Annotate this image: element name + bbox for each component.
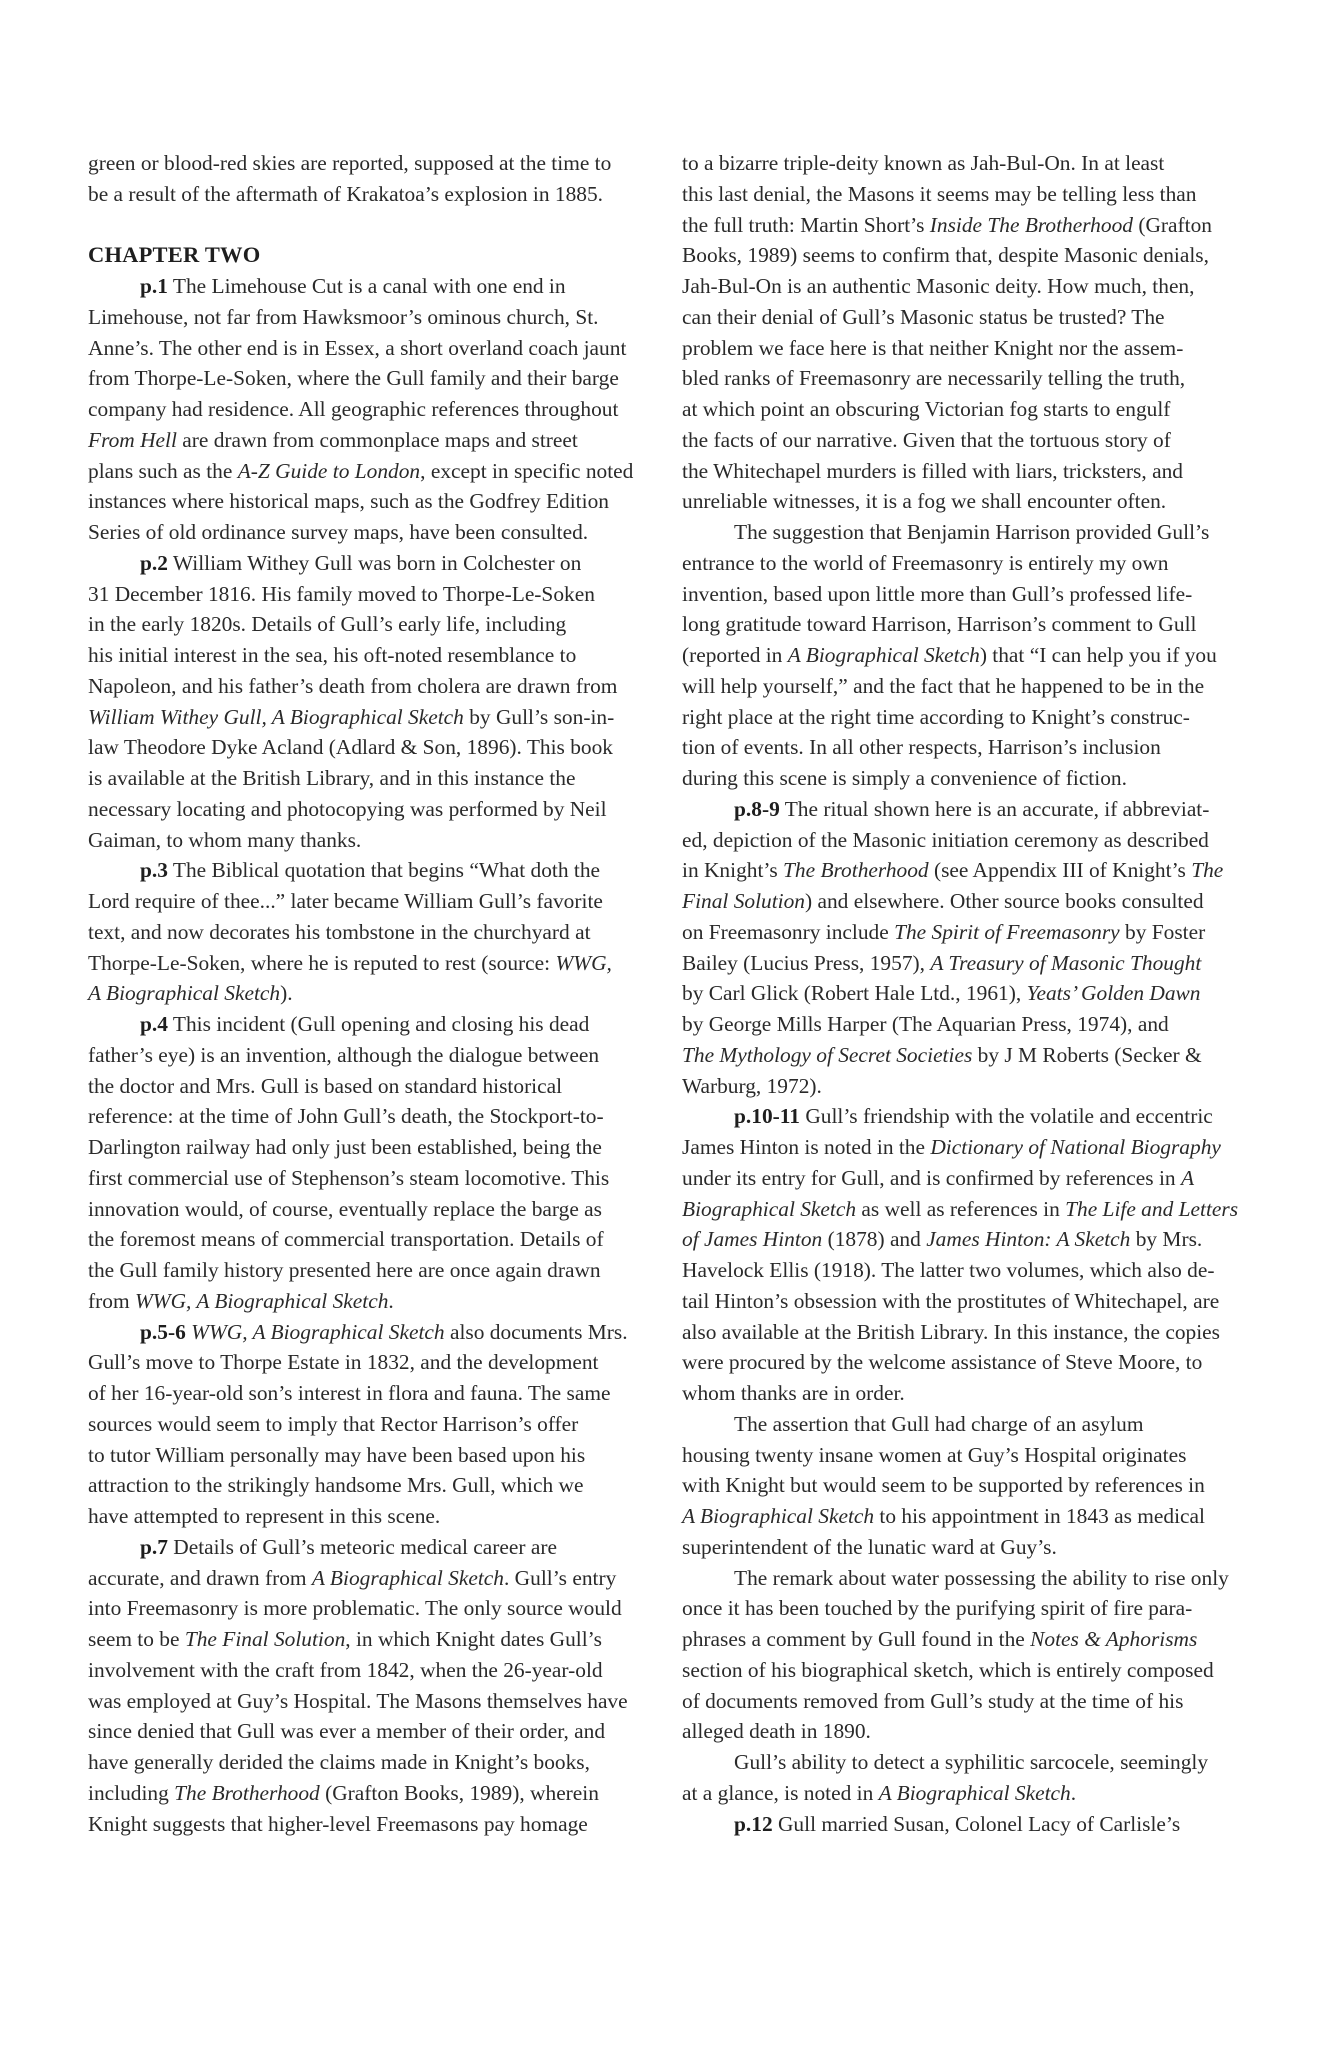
text-line — [88, 702, 688, 733]
text-line — [682, 1194, 1282, 1225]
text-line — [88, 302, 688, 333]
text-segment: , except in specific noted — [420, 458, 634, 483]
text-segment: company had residence. All geographic references throughout — [88, 397, 619, 421]
text-line — [88, 1686, 688, 1717]
text-segment: the facts of our narrative. Given that the tortuous story of — [682, 427, 1171, 452]
text-line — [88, 671, 688, 702]
text-line — [682, 363, 1282, 394]
text-line — [682, 1409, 1282, 1440]
text-line — [682, 271, 1282, 302]
paragraph-gap — [88, 210, 688, 241]
page-reference-label: p.2 — [140, 550, 168, 575]
text-line — [88, 1101, 688, 1132]
text-line — [88, 917, 688, 948]
text-line — [88, 1563, 688, 1594]
text-line — [682, 486, 1282, 517]
italic-title: of James Hinton — [682, 1227, 823, 1252]
text-line — [682, 1009, 1282, 1040]
text-segment: ) that “I can help you if you — [979, 643, 1217, 667]
text-line — [682, 240, 1282, 271]
text-segment: first commercial use of Stephenson’s steam locomotive. This — [88, 1165, 610, 1190]
text-segment: The suggestion that Benjamin Harrison provided Gull’s — [734, 520, 1210, 544]
text-segment: to a bizarre triple-deity known as Jah-Bul-On. In at least — [682, 151, 1165, 175]
page-reference-label: p.8-9 — [734, 796, 780, 821]
text-segment: (Grafton Books, 1989), wherein — [319, 1780, 599, 1805]
text-line — [88, 1440, 688, 1471]
text-segment: once it has been touched by the purifying spirit of fire para- — [682, 1596, 1193, 1621]
italic-title: A Biographical Sketch — [311, 1565, 504, 1590]
text-line — [88, 1778, 688, 1809]
text-segment: The assertion that Gull had charge of an asylum — [734, 1411, 1144, 1436]
page-reference-label: p.1 — [140, 274, 168, 298]
italic-title: A — [1180, 1165, 1195, 1190]
text-segment: Jah-Bul-On is an authentic Masonic deity. How much, then, — [682, 274, 1195, 298]
text-line — [88, 1532, 688, 1563]
text-segment: Thorpe-Le-Soken, where he is reputed to rest (source: — [88, 950, 556, 975]
text-line — [88, 271, 688, 302]
page-reference-label: p.10-11 — [734, 1104, 800, 1129]
text-line — [682, 763, 1282, 794]
text-segment: of her 16-year-old son’s interest in flora and fauna. The same — [88, 1381, 611, 1405]
text-line — [682, 1532, 1282, 1563]
text-line — [682, 1686, 1282, 1717]
text-segment: into Freemasonry is more problematic. The only source would — [88, 1596, 622, 1621]
text-line — [682, 1563, 1282, 1594]
text-segment: alleged death in 1890. — [682, 1719, 871, 1744]
text-line — [88, 1040, 688, 1071]
text-segment: sources would seem to imply that Rector Harrison’s offer — [88, 1411, 579, 1436]
italic-title: The Brotherhood — [783, 858, 929, 883]
text-segment: in Knight’s — [682, 858, 784, 883]
text-segment: tion of events. In all other respects, Harrison’s inclusion — [682, 735, 1161, 760]
text-line — [88, 333, 688, 364]
text-line — [88, 1470, 688, 1501]
text-segment: Details of Gull’s meteoric medical career are — [167, 1534, 557, 1559]
text-segment: Books, 1989) seems to confirm that, despite Masonic denials, — [682, 243, 1209, 268]
text-line — [88, 148, 688, 179]
italic-title: A Biographical Sketch — [787, 643, 980, 667]
text-segment: this last denial, the Masons it seems may be telling less than — [682, 181, 1197, 206]
text-segment: Gull’s friendship with the volatile and eccentric — [799, 1104, 1213, 1129]
text-segment: as well as references in — [856, 1196, 1066, 1221]
text-segment: Bailey (Lucius Press, 1957), — [682, 950, 931, 975]
text-line — [88, 579, 688, 610]
text-segment: the doctor and Mrs. Gull is based on standard historical — [88, 1073, 563, 1098]
italic-title: A Biographical Sketch — [682, 1504, 875, 1528]
text-segment: ). — [280, 981, 293, 1006]
text-segment: Limehouse, not far from Hawksmoor’s ominous church, St. — [88, 304, 599, 329]
text-segment: necessary locating and photocopying was performed by Neil — [88, 796, 607, 821]
text-segment: green or blood-red skies are reported, supposed at the time to — [88, 151, 612, 175]
text-segment: his initial interest in the sea, his oft-noted resemblance to — [88, 643, 577, 667]
italic-title: A Biographical Sketch — [88, 981, 281, 1006]
text-segment: instances where historical maps, such as the Godfrey Edition — [88, 489, 609, 514]
text-segment: by Gull’s son-in- — [463, 704, 615, 729]
text-segment: ) and elsewhere. Other source books consulted — [805, 889, 1204, 913]
text-segment: The remark about water possessing the ability to rise only — [734, 1565, 1229, 1590]
italic-title: A-Z Guide to London — [237, 458, 421, 483]
text-line — [682, 579, 1282, 610]
text-line — [88, 763, 688, 794]
italic-title: Notes & Aphorisms — [1030, 1627, 1198, 1651]
text-segment: innovation would, of course, eventually replace the barge as — [88, 1196, 602, 1221]
text-line — [88, 486, 688, 517]
text-line — [682, 1501, 1282, 1532]
italic-title: William Withey Gull, A Biographical Sketch — [88, 704, 464, 729]
text-segment: Havelock Ellis (1918). The latter two volumes, which also de- — [682, 1258, 1215, 1282]
text-segment: phrases a comment by Gull found in the — [682, 1627, 1031, 1651]
italic-title: WWG, A Biographical Sketch — [134, 1288, 389, 1313]
text-line — [88, 517, 688, 548]
text-line — [682, 302, 1282, 333]
italic-title: WWG, A Biographical Sketch — [191, 1319, 445, 1344]
text-line — [682, 1778, 1282, 1809]
text-segment: (reported in — [682, 643, 788, 667]
text-segment: problem we face here is that neither Knight nor the assem- — [682, 335, 1184, 360]
text-line — [88, 1593, 688, 1624]
text-segment: This incident (Gull opening and closing his dead — [167, 1012, 590, 1036]
text-line — [88, 886, 688, 917]
italic-title: A Treasury of Masonic Thought — [930, 950, 1202, 975]
chapter-heading: CHAPTER TWO — [88, 242, 261, 268]
text-line — [88, 1624, 688, 1655]
text-line — [682, 1040, 1282, 1071]
text-line — [88, 825, 688, 856]
text-line — [88, 1224, 688, 1255]
text-segment: Gull’s move to Thorpe Estate in 1832, and the development — [88, 1350, 599, 1375]
text-line — [88, 640, 688, 671]
text-segment: reference: at the time of John Gull’s death, the Stockport-to- — [88, 1104, 604, 1129]
text-segment: will help yourself,” and the fact that he happened to be in the — [682, 673, 1205, 698]
text-line — [88, 1747, 688, 1778]
text-segment: father’s eye) is an invention, although the dialogue between — [88, 1042, 600, 1067]
text-line — [88, 609, 688, 640]
text-segment: from Thorpe-Le-Soken, where the Gull family and their barge — [88, 366, 619, 391]
text-segment: ed, depiction of the Masonic initiation ceremony as described — [682, 827, 1209, 852]
text-segment: The Limehouse Cut is a canal with one end in — [167, 274, 566, 298]
italic-title: Final Solution — [682, 889, 805, 913]
italic-title: A Biographical Sketch — [878, 1780, 1071, 1805]
text-line — [88, 1347, 688, 1378]
text-line — [88, 1409, 688, 1440]
text-line — [88, 425, 688, 456]
text-line — [88, 1255, 688, 1286]
text-line — [682, 702, 1282, 733]
text-segment: James Hinton is noted in the — [682, 1135, 931, 1159]
italic-title: The Life and Letters — [1065, 1196, 1239, 1221]
text-segment: by George Mills Harper (The Aquarian Press, 1974), and — [682, 1012, 1169, 1036]
text-line — [682, 1470, 1282, 1501]
text-segment: since denied that Gull was ever a member of their order, and — [88, 1719, 606, 1744]
text-segment: whom thanks are in order. — [682, 1381, 905, 1405]
text-segment: Darlington railway had only just been established, being the — [88, 1135, 602, 1159]
text-line — [682, 1378, 1282, 1409]
text-line — [682, 1101, 1282, 1132]
text-segment: . — [1070, 1780, 1077, 1805]
text-segment: is available at the British Library, and in this instance the — [88, 766, 576, 790]
text-segment: with Knight but would seem to be supported by references in — [682, 1473, 1205, 1498]
text-line — [88, 732, 688, 763]
italic-title: The Mythology of Secret Societies — [682, 1042, 973, 1067]
text-segment: (1878) and — [822, 1227, 927, 1252]
text-segment: by Carl Glick (Robert Hale Ltd., 1961), — [682, 981, 1027, 1006]
text-line — [682, 732, 1282, 763]
italic-title: Biographical Sketch — [682, 1196, 857, 1221]
text-line — [88, 1716, 688, 1747]
text-line — [88, 456, 688, 487]
text-segment: at a glance, is noted in — [682, 1780, 879, 1805]
text-segment: Knight suggests that higher-level Freemasons pay homage — [88, 1811, 588, 1836]
text-line — [682, 1224, 1282, 1255]
page-reference-label: p.7 — [140, 1534, 168, 1559]
text-segment: have generally derided the claims made in Knight’s books, — [88, 1750, 590, 1774]
text-line — [682, 1809, 1282, 1840]
italic-title: James Hinton: A Sketch — [926, 1227, 1131, 1252]
left-text-column — [88, 148, 688, 1839]
text-segment: tail Hinton’s obsession with the prostitutes of Whitechapel, are — [682, 1288, 1220, 1313]
italic-title: The Final Solution — [184, 1627, 346, 1651]
right-text-column — [682, 148, 1282, 1839]
italic-title: Yeats’ Golden Dawn — [1026, 981, 1201, 1006]
text-segment: to tutor William personally may have been based upon his — [88, 1442, 586, 1467]
text-segment: section of his biographical sketch, which is entirely composed — [682, 1657, 1214, 1682]
italic-title: Inside The Brotherhood — [929, 212, 1133, 237]
text-segment: in the early 1820s. Details of Gull’s early life, including — [88, 612, 567, 637]
text-segment: the Gull family history presented here are once again drawn — [88, 1258, 601, 1282]
text-segment: plans such as the — [88, 458, 238, 483]
text-line — [682, 640, 1282, 671]
text-segment: including — [88, 1780, 175, 1805]
text-segment: . Gull’s entry — [503, 1565, 617, 1590]
text-segment: was employed at Guy’s Hospital. The Masons themselves have — [88, 1688, 628, 1713]
text-line — [88, 1071, 688, 1102]
text-line — [682, 1624, 1282, 1655]
text-segment: right place at the right time according to Knight’s construc- — [682, 704, 1190, 729]
text-segment: Anne’s. The other end is in Essex, a short overland coach jaunt — [88, 335, 627, 360]
text-segment: have attempted to represent in this scene. — [88, 1504, 441, 1528]
text-line — [88, 1163, 688, 1194]
text-line — [88, 1132, 688, 1163]
page-reference-label: p.3 — [140, 858, 168, 883]
text-line — [682, 548, 1282, 579]
page-reference-label: p.5-6 — [140, 1319, 186, 1344]
text-segment: involvement with the craft from 1842, when the 26-year-old — [88, 1657, 603, 1682]
text-line — [682, 517, 1282, 548]
text-segment: (see Appendix III of Knight’s — [928, 858, 1192, 883]
text-line — [682, 333, 1282, 364]
text-segment: William Withey Gull was born in Colchester on — [167, 550, 582, 575]
text-line — [682, 1593, 1282, 1624]
text-line — [682, 1716, 1282, 1747]
text-segment: (Grafton — [1132, 212, 1212, 237]
text-segment: Series of old ordinance survey maps, have been consulted. — [88, 520, 589, 544]
text-line — [682, 1071, 1282, 1102]
text-segment: , in which Knight dates Gull’s — [345, 1627, 602, 1651]
italic-title: The Brotherhood — [174, 1780, 320, 1805]
text-line — [682, 948, 1282, 979]
page-reference-label: p.4 — [140, 1012, 168, 1036]
text-segment: invention, based upon little more than Gull’s professed life- — [682, 581, 1193, 606]
text-segment: during this scene is simply a convenience of fiction. — [682, 766, 1127, 790]
text-segment: housing twenty insane women at Guy’s Hospital originates — [682, 1442, 1187, 1467]
text-line — [682, 1286, 1282, 1317]
text-line — [88, 1194, 688, 1225]
text-segment: on Freemasonry include — [682, 919, 895, 944]
text-segment: be a result of the aftermath of Krakatoa’s explosion in 1885. — [88, 181, 604, 206]
text-segment: of documents removed from Gull’s study at the time of his — [682, 1688, 1184, 1713]
text-segment: bled ranks of Freemasonry are necessarily telling the truth, — [682, 366, 1186, 391]
text-segment: . — [388, 1288, 394, 1313]
text-segment: under its entry for Gull, and is confirmed by references in — [682, 1165, 1181, 1190]
text-segment: the full truth: Martin Short’s — [682, 212, 930, 237]
text-segment: attraction to the strikingly handsome Mrs. Gull, which we — [88, 1473, 584, 1498]
text-segment: by Foster — [1119, 919, 1206, 944]
text-segment: superintendent of the lunatic ward at Guy’s. — [682, 1534, 1057, 1559]
text-line — [682, 394, 1282, 425]
text-line — [88, 1655, 688, 1686]
text-segment: also documents Mrs. — [444, 1319, 628, 1344]
text-segment: were procured by the welcome assistance of Steve Moore, to — [682, 1350, 1203, 1375]
text-line — [682, 1163, 1282, 1194]
text-segment: Gaiman, to whom many thanks. — [88, 827, 362, 852]
text-line — [682, 179, 1282, 210]
text-segment: The Biblical quotation that begins “What doth the — [167, 858, 601, 883]
italic-title: The — [1191, 858, 1224, 883]
text-line — [682, 609, 1282, 640]
text-line — [682, 1747, 1282, 1778]
italic-title: The Spirit of Freemasonry — [894, 919, 1120, 944]
text-line — [88, 1378, 688, 1409]
italic-title: WWG, — [555, 950, 612, 975]
text-line — [88, 179, 688, 210]
text-segment: Gull married Susan, Colonel Lacy of Carlisle’s — [772, 1811, 1181, 1836]
text-line — [88, 363, 688, 394]
text-line — [682, 1317, 1282, 1348]
italic-title: Dictionary of National Biography — [930, 1135, 1221, 1159]
text-line — [682, 825, 1282, 856]
text-line — [682, 1255, 1282, 1286]
text-line — [682, 1347, 1282, 1378]
text-line — [682, 978, 1282, 1009]
text-segment: to his appointment in 1843 as medical — [874, 1504, 1205, 1528]
text-segment: unreliable witnesses, it is a fog we shall encounter often. — [682, 489, 1167, 514]
text-line — [682, 794, 1282, 825]
text-segment: 31 December 1816. His family moved to Thorpe-Le-Soken — [88, 581, 595, 606]
text-segment: Gull’s ability to detect a syphilitic sarcocele, seemingly — [734, 1750, 1209, 1774]
text-line — [88, 978, 688, 1009]
text-line — [88, 1501, 688, 1532]
text-segment: from — [88, 1288, 135, 1313]
text-segment: seem to be — [88, 1627, 185, 1651]
italic-title: From Hell — [88, 427, 177, 452]
text-segment: entrance to the world of Freemasonry is entirely my own — [682, 550, 1169, 575]
text-line — [682, 425, 1282, 456]
text-line — [88, 948, 688, 979]
text-segment: are drawn from commonplace maps and street — [176, 427, 578, 452]
text-line — [88, 855, 688, 886]
text-line — [682, 210, 1282, 241]
text-line — [88, 1317, 688, 1348]
text-segment: also available at the British Library. In this instance, the copies — [682, 1319, 1220, 1344]
text-line — [682, 886, 1282, 917]
text-segment: Napoleon, and his father’s death from cholera are drawn from — [88, 673, 618, 698]
text-segment: by J M Roberts (Secker & — [972, 1042, 1202, 1067]
text-line — [88, 1809, 688, 1840]
text-segment: law Theodore Dyke Acland (Adlard & Son, 1896). This book — [88, 735, 613, 760]
text-line — [88, 1009, 688, 1040]
text-segment: the foremost means of commercial transportation. Details of — [88, 1227, 604, 1252]
text-segment: text, and now decorates his tombstone in the churchyard at — [88, 919, 591, 944]
text-line — [88, 394, 688, 425]
text-line — [682, 1440, 1282, 1471]
text-segment: can their denial of Gull’s Masonic status be trusted? The — [682, 304, 1165, 329]
text-line — [682, 1655, 1282, 1686]
text-segment: at which point an obscuring Victorian fog starts to engulf — [682, 397, 1171, 421]
text-segment: Warburg, 1972). — [682, 1073, 822, 1098]
text-line — [88, 1286, 688, 1317]
text-segment: The ritual shown here is an accurate, if abbreviat- — [779, 796, 1210, 821]
text-segment: the Whitechapel murders is filled with liars, tricksters, and — [682, 458, 1183, 483]
text-segment: by Mrs. — [1130, 1227, 1203, 1252]
text-segment: long gratitude toward Harrison, Harrison’s comment to Gull — [682, 612, 1197, 637]
text-line — [682, 1132, 1282, 1163]
text-segment: Lord require of thee...” later became William Gull’s favorite — [88, 889, 603, 913]
text-line — [88, 548, 688, 579]
text-line — [682, 456, 1282, 487]
text-line — [682, 671, 1282, 702]
text-segment: accurate, and drawn from — [88, 1565, 312, 1590]
text-line — [682, 148, 1282, 179]
text-line — [682, 855, 1282, 886]
text-line — [88, 794, 688, 825]
text-line — [682, 917, 1282, 948]
page-reference-label: p.12 — [734, 1811, 773, 1836]
